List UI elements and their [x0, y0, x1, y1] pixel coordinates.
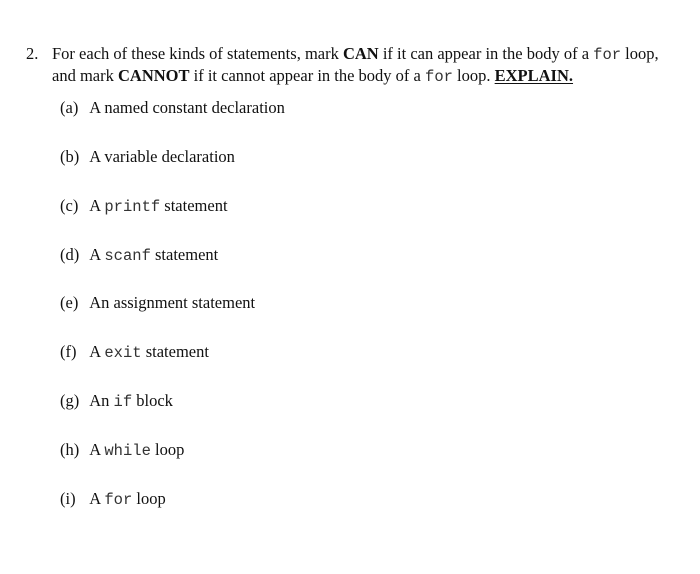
item-g [60, 391, 173, 412]
item-text: An [89, 391, 110, 410]
item-d [60, 245, 218, 266]
item-i [60, 489, 166, 510]
item-label: (g) [60, 391, 80, 410]
item-f [60, 342, 209, 363]
item-text: A [89, 196, 101, 215]
item-label: (f) [60, 342, 77, 361]
item-text: An assignment statement [89, 293, 256, 312]
text: and mark [52, 66, 118, 85]
code-for: for [593, 46, 622, 64]
question-number: 2. [26, 44, 39, 63]
keyword-can: CAN [342, 44, 379, 63]
item-code: for [104, 491, 133, 509]
item-label: (b) [60, 147, 80, 166]
item-text: statement [164, 196, 228, 215]
item-code: printf [104, 198, 161, 216]
item-a [60, 98, 285, 118]
item-text: A named constant declaration [89, 98, 285, 117]
item-h [60, 440, 184, 461]
item-e [60, 293, 255, 313]
item-c [60, 196, 228, 217]
item-text: A [89, 440, 101, 459]
item-b [60, 147, 235, 167]
item-text: statement [155, 245, 219, 264]
item-label: (h) [60, 440, 80, 459]
item-text: loop [155, 440, 185, 459]
item-label: (e) [60, 293, 79, 312]
item-label: (c) [60, 196, 79, 215]
text: loop, [621, 44, 659, 63]
item-text: A [89, 342, 101, 361]
item-text: A [89, 245, 101, 264]
item-label: (i) [60, 489, 76, 508]
keyword-cannot: CANNOT [117, 66, 190, 85]
item-code: while [104, 442, 151, 460]
keyword-explain: EXPLAIN. [494, 66, 574, 85]
code-for: for [425, 68, 453, 86]
item-code: exit [104, 344, 142, 362]
question-text-line-1 [52, 44, 659, 65]
item-label: (a) [60, 98, 79, 117]
item-text: A variable declaration [89, 147, 235, 166]
item-text: statement [145, 342, 209, 361]
item-text: block [136, 391, 173, 410]
text: loop. [452, 66, 495, 85]
text: if it can appear in the body of a [378, 44, 594, 63]
item-label: (d) [60, 245, 80, 264]
text: if it cannot appear in the body of a [189, 66, 426, 85]
text: For each of these kinds of statements, mark [52, 44, 343, 63]
item-code: if [113, 393, 133, 411]
question-text-line-2 [52, 66, 573, 87]
item-text: loop [136, 489, 166, 508]
item-text: A [89, 489, 101, 508]
item-code: scanf [104, 247, 151, 265]
